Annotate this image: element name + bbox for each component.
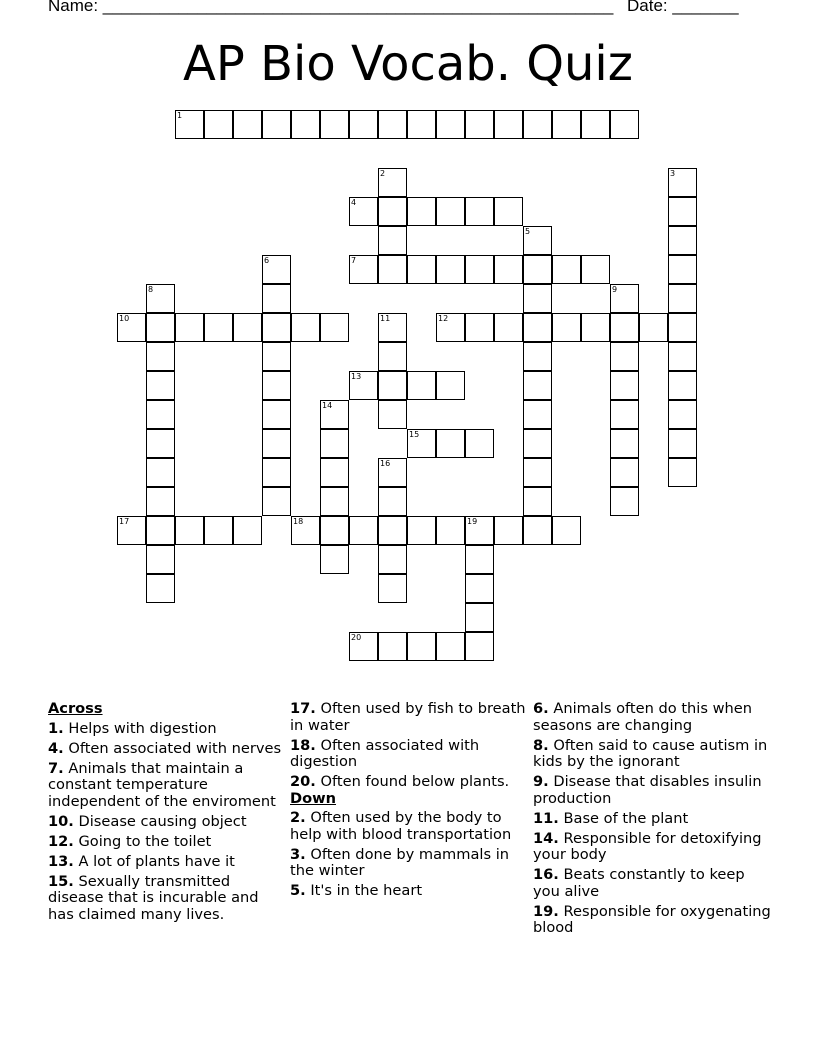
crossword-cell[interactable]	[494, 197, 523, 226]
clue-text: Animals often do this when seasons are changing	[533, 700, 752, 734]
crossword-cell[interactable]	[668, 458, 697, 487]
cell-number: 2	[380, 169, 386, 178]
crossword-cell[interactable]	[494, 313, 523, 342]
crossword-cell[interactable]	[436, 313, 465, 342]
down-clue-5	[290, 883, 530, 900]
across-clue-1	[48, 721, 288, 738]
crossword-cell[interactable]	[407, 429, 436, 458]
clue-column-1	[48, 701, 288, 927]
crossword-cell[interactable]	[378, 110, 407, 139]
across-clue-13	[48, 854, 288, 871]
across-clue-12	[48, 834, 288, 851]
down-clue-8	[533, 738, 773, 771]
crossword-cell[interactable]	[668, 168, 697, 197]
clue-number: 15.	[48, 872, 74, 890]
cell-number: 11	[380, 314, 391, 323]
crossword-cell[interactable]	[610, 400, 639, 429]
crossword-cell[interactable]	[581, 110, 610, 139]
crossword-cell[interactable]	[465, 574, 494, 603]
crossword-cell[interactable]	[146, 371, 175, 400]
clue-text: It's in the heart	[310, 882, 423, 899]
crossword-cell[interactable]	[378, 168, 407, 197]
down-clue-2	[290, 810, 530, 843]
clue-text: Often said to cause autism in kids by the ignorant	[533, 736, 768, 770]
name-field[interactable]: Name: ______________________________________________________	[48, 0, 614, 15]
crossword-cell[interactable]	[523, 255, 552, 284]
crossword-cell[interactable]	[117, 516, 146, 545]
down-heading: Down	[290, 789, 337, 807]
crossword-cell[interactable]	[610, 487, 639, 516]
crossword-cell[interactable]	[262, 400, 291, 429]
crossword-cell[interactable]	[523, 371, 552, 400]
cell-number: 10	[119, 314, 130, 323]
crossword-cell[interactable]	[378, 313, 407, 342]
crossword-cell[interactable]	[610, 284, 639, 313]
clue-number: 11.	[533, 809, 559, 827]
crossword-cell[interactable]	[262, 313, 291, 342]
clue-number: 4.	[48, 739, 64, 757]
crossword-cell[interactable]	[465, 197, 494, 226]
crossword-cell[interactable]	[668, 342, 697, 371]
crossword-cell[interactable]	[407, 371, 436, 400]
clue-column-2	[290, 701, 530, 903]
clue-number: 5.	[290, 882, 306, 899]
crossword-cell[interactable]	[668, 429, 697, 458]
down-clue-9	[533, 774, 773, 807]
crossword-cell[interactable]	[378, 574, 407, 603]
crossword-cell[interactable]	[378, 342, 407, 371]
cell-number: 7	[351, 256, 357, 265]
clue-text: Sexually transmitted disease that is incurable and has claimed many lives.	[48, 872, 259, 923]
crossword-cell[interactable]	[146, 429, 175, 458]
crossword-cell[interactable]	[668, 313, 697, 342]
crossword-cell[interactable]	[349, 371, 378, 400]
clue-text: Helps with digestion	[68, 719, 217, 737]
crossword-cell[interactable]	[378, 371, 407, 400]
clue-number: 9.	[533, 773, 549, 790]
crossword-cell[interactable]	[378, 632, 407, 661]
crossword-cell[interactable]	[523, 284, 552, 313]
clue-text: Disease causing object	[78, 812, 247, 830]
down-clue-16	[533, 867, 773, 900]
crossword-cell[interactable]	[320, 516, 349, 545]
down-clue-11	[533, 811, 773, 828]
cell-number: 9	[612, 285, 618, 294]
crossword-cell[interactable]	[523, 458, 552, 487]
crossword-cell[interactable]	[610, 110, 639, 139]
clue-number: 2.	[290, 809, 306, 826]
crossword-cell[interactable]	[378, 516, 407, 545]
cell-number: 20	[351, 633, 362, 642]
cell-number: 8	[148, 285, 154, 294]
clue-number: 19.	[533, 902, 559, 920]
crossword-cell[interactable]	[610, 342, 639, 371]
crossword-cell[interactable]	[523, 342, 552, 371]
clue-text: A lot of plants have it	[78, 852, 235, 870]
cell-number: 15	[409, 430, 420, 439]
clue-number: 1.	[48, 719, 64, 737]
crossword-cell[interactable]	[639, 313, 668, 342]
crossword-cell[interactable]	[233, 313, 262, 342]
crossword-cell[interactable]	[523, 110, 552, 139]
cell-number: 18	[293, 517, 304, 526]
crossword-cell[interactable]	[668, 371, 697, 400]
crossword-cell[interactable]	[407, 110, 436, 139]
crossword-cell[interactable]	[378, 545, 407, 574]
clue-text: Often found below plants.	[320, 773, 510, 790]
crossword-cell[interactable]	[552, 255, 581, 284]
crossword-cell[interactable]	[146, 516, 175, 545]
clue-number: 18.	[290, 736, 316, 754]
down-clue-19	[533, 904, 773, 937]
across-clue-18	[290, 738, 530, 771]
crossword-cell[interactable]	[262, 458, 291, 487]
crossword-cell[interactable]	[320, 458, 349, 487]
crossword-cell[interactable]	[668, 400, 697, 429]
crossword-cell[interactable]	[262, 284, 291, 313]
crossword-cell[interactable]	[523, 487, 552, 516]
crossword-cell[interactable]	[175, 110, 204, 139]
clue-number: 17.	[290, 700, 316, 717]
page-title: AP Bio Vocab. Quiz	[183, 36, 633, 92]
crossword-cell[interactable]	[320, 487, 349, 516]
crossword-cell[interactable]	[378, 197, 407, 226]
crossword-cell[interactable]	[378, 487, 407, 516]
crossword-cell[interactable]	[175, 516, 204, 545]
crossword-cell[interactable]	[465, 516, 494, 545]
crossword-cell[interactable]	[262, 487, 291, 516]
clue-text: Often used by fish to breath in water	[290, 700, 526, 734]
cell-number: 16	[380, 459, 391, 468]
crossword-cell[interactable]	[146, 284, 175, 313]
crossword-cell[interactable]	[610, 458, 639, 487]
clue-text: Often used by the body to help with blood transportation	[290, 809, 512, 843]
clue-text: Going to the toilet	[78, 832, 212, 850]
crossword-cell[interactable]	[523, 313, 552, 342]
crossword-cell[interactable]	[494, 110, 523, 139]
clue-number: 16.	[533, 866, 559, 883]
crossword-cell[interactable]	[407, 197, 436, 226]
clue-number: 12.	[48, 832, 74, 850]
clue-number: 20.	[290, 773, 316, 790]
cell-number: 13	[351, 372, 362, 381]
crossword-cell[interactable]	[668, 284, 697, 313]
clue-text: Responsible for detoxifying your body	[533, 829, 762, 863]
clue-text: Often done by mammals in the winter	[290, 845, 510, 879]
crossword-cell[interactable]	[146, 574, 175, 603]
crossword-cell[interactable]	[146, 313, 175, 342]
crossword-cell[interactable]	[204, 110, 233, 139]
crossword-cell[interactable]	[668, 226, 697, 255]
crossword-cell[interactable]	[465, 632, 494, 661]
cell-number: 3	[670, 169, 676, 178]
crossword-cell[interactable]	[523, 400, 552, 429]
crossword-cell[interactable]	[349, 197, 378, 226]
crossword-cell[interactable]	[436, 197, 465, 226]
crossword-cell[interactable]	[262, 110, 291, 139]
date-field[interactable]: Date: _______	[627, 0, 739, 15]
crossword-cell[interactable]	[610, 429, 639, 458]
clue-number: 7.	[48, 759, 64, 777]
cell-number: 5	[525, 227, 531, 236]
crossword-cell[interactable]	[146, 545, 175, 574]
across-clue-17	[290, 701, 530, 734]
cell-number: 12	[438, 314, 449, 323]
crossword-cell[interactable]	[117, 313, 146, 342]
clue-number: 3.	[290, 845, 306, 863]
crossword-cell[interactable]	[320, 429, 349, 458]
clue-number: 6.	[533, 700, 549, 717]
crossword-cell[interactable]	[407, 255, 436, 284]
crossword-cell[interactable]	[465, 545, 494, 574]
crossword-cell[interactable]	[523, 516, 552, 545]
crossword-cell[interactable]	[552, 516, 581, 545]
crossword-cell[interactable]	[146, 400, 175, 429]
across-clue-7	[48, 761, 288, 811]
crossword-cell[interactable]	[233, 516, 262, 545]
crossword-cell[interactable]	[436, 255, 465, 284]
crossword-cell[interactable]	[436, 429, 465, 458]
crossword-cell[interactable]	[320, 545, 349, 574]
across-clue-20	[290, 774, 530, 791]
down-clue-6	[533, 701, 773, 734]
cell-number: 14	[322, 401, 333, 410]
crossword-cell[interactable]	[204, 516, 233, 545]
crossword-cell[interactable]	[436, 110, 465, 139]
across-heading: Across	[48, 700, 103, 717]
clue-number: 8.	[533, 736, 549, 754]
clue-text: Base of the plant	[563, 809, 689, 827]
crossword-cell[interactable]	[146, 487, 175, 516]
crossword-cell[interactable]	[610, 371, 639, 400]
crossword-cell[interactable]	[320, 110, 349, 139]
clue-text: Disease that disables insulin production	[533, 773, 762, 807]
cell-number: 6	[264, 256, 270, 265]
cell-number: 4	[351, 198, 357, 207]
clue-text: Often associated with digestion	[290, 736, 480, 770]
crossword-cell[interactable]	[465, 603, 494, 632]
crossword-cell[interactable]	[523, 429, 552, 458]
crossword-cell[interactable]	[407, 632, 436, 661]
clue-text: Often associated with nerves	[68, 739, 282, 757]
crossword-cell[interactable]	[349, 110, 378, 139]
clue-number: 14.	[533, 829, 559, 847]
crossword-cell[interactable]	[146, 342, 175, 371]
across-clue-4	[48, 741, 288, 758]
crossword-cell[interactable]	[378, 458, 407, 487]
crossword-cell[interactable]	[291, 110, 320, 139]
across-clue-15	[48, 874, 288, 924]
crossword-cell[interactable]	[262, 255, 291, 284]
clue-number: 13.	[48, 852, 74, 870]
crossword-cell[interactable]	[175, 313, 204, 342]
crossword-cell[interactable]	[349, 516, 378, 545]
crossword-cell[interactable]	[291, 313, 320, 342]
crossword-cell[interactable]	[204, 313, 233, 342]
crossword-cell[interactable]	[552, 313, 581, 342]
crossword-cell[interactable]	[233, 110, 262, 139]
clue-text: Responsible for oxygenating blood	[533, 902, 771, 936]
crossword-cell[interactable]	[436, 516, 465, 545]
crossword-cell[interactable]	[320, 400, 349, 429]
crossword-cell[interactable]	[581, 255, 610, 284]
across-clue-10	[48, 814, 288, 831]
crossword-cell[interactable]	[465, 313, 494, 342]
crossword-cell[interactable]	[349, 255, 378, 284]
crossword-cell[interactable]	[349, 632, 378, 661]
crossword-cell[interactable]	[378, 226, 407, 255]
clue-text: Animals that maintain a constant temperature independent of the enviroment	[48, 759, 276, 810]
crossword-cell[interactable]	[436, 371, 465, 400]
down-clue-3	[290, 847, 530, 880]
crossword-cell[interactable]	[668, 255, 697, 284]
crossword-cell[interactable]	[523, 226, 552, 255]
down-clue-14	[533, 831, 773, 864]
crossword-cell[interactable]	[146, 458, 175, 487]
crossword-cell[interactable]	[668, 197, 697, 226]
clue-number: 10.	[48, 812, 74, 830]
clue-column-3	[533, 701, 773, 940]
crossword-cell[interactable]	[465, 110, 494, 139]
cell-number: 1	[177, 111, 183, 120]
crossword-cell[interactable]	[552, 110, 581, 139]
crossword-cell[interactable]	[291, 516, 320, 545]
cell-number: 17	[119, 517, 130, 526]
crossword-cell[interactable]	[378, 400, 407, 429]
crossword-cell[interactable]	[494, 255, 523, 284]
clue-text: Beats constantly to keep you alive	[533, 866, 745, 900]
crossword-cell[interactable]	[320, 313, 349, 342]
crossword-cell[interactable]	[581, 313, 610, 342]
crossword-cell[interactable]	[407, 516, 436, 545]
cell-number: 19	[467, 517, 478, 526]
crossword-cell[interactable]	[610, 313, 639, 342]
crossword-cell[interactable]	[436, 632, 465, 661]
crossword-cell[interactable]	[262, 342, 291, 371]
crossword-cell[interactable]	[262, 371, 291, 400]
crossword-cell[interactable]	[465, 255, 494, 284]
crossword-cell[interactable]	[378, 255, 407, 284]
crossword-cell[interactable]	[262, 429, 291, 458]
crossword-cell[interactable]	[494, 516, 523, 545]
crossword-cell[interactable]	[465, 429, 494, 458]
